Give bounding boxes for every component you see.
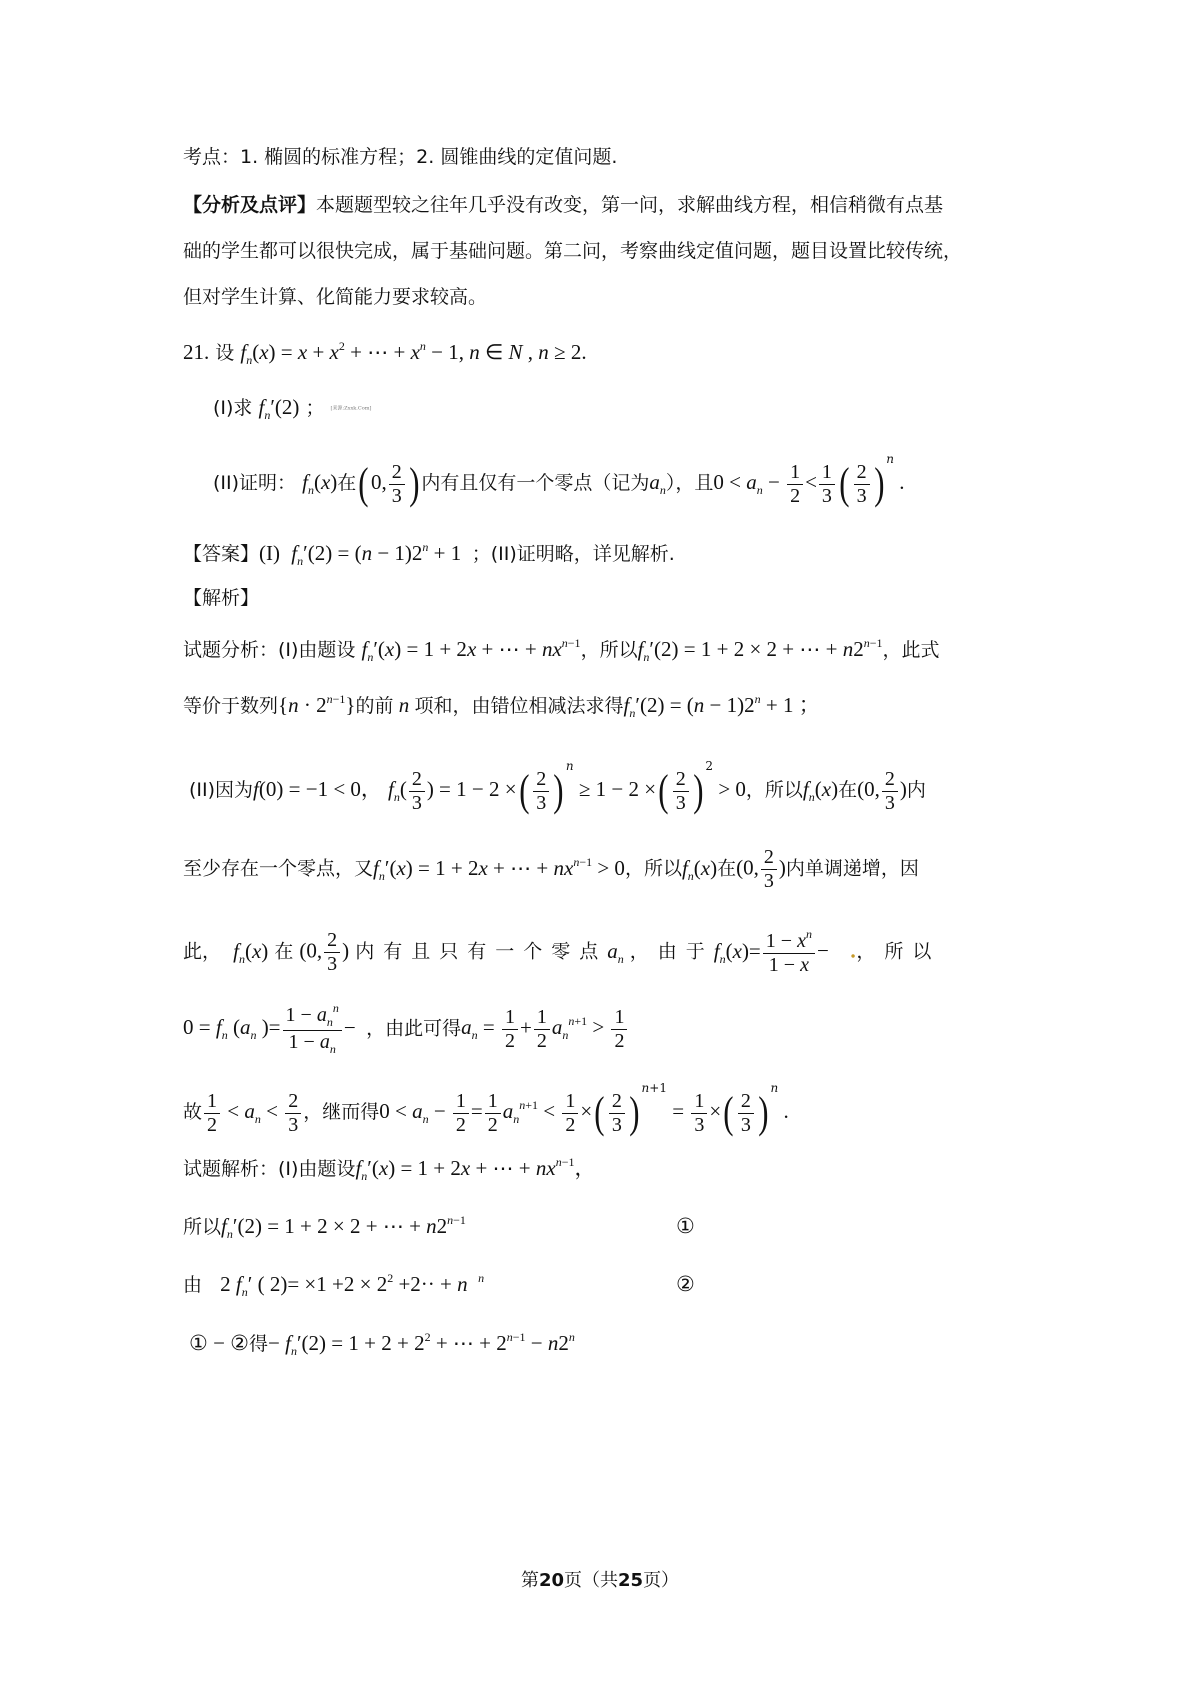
paren-left: (	[358, 459, 369, 508]
paren-e2: )	[629, 1088, 640, 1137]
analysis-fnx2: $f_n(x)$	[681, 855, 718, 883]
analysis-fnx4: $f_n(x)=$	[713, 938, 761, 966]
problem-formula: $f_n(x) = x + x^2$ + ⋯ + $x^n - 1$, n ∈ N , n ≥ 2.	[240, 339, 587, 367]
analysis-times: ×	[580, 1099, 593, 1123]
part2-ineq: $0 < a_n$ −	[713, 470, 786, 497]
analysis-5d: ，由于	[629, 940, 714, 963]
frac-e8: $\frac{2}{3}$	[738, 1090, 754, 1137]
detail-line-1	[183, 1156, 596, 1182]
analysis-fnx3: $f_n(x)$	[233, 938, 269, 966]
detail-line-2	[183, 1214, 466, 1240]
analysis-7b: ，继而得	[303, 1101, 380, 1123]
power-n: n	[886, 452, 894, 466]
analysis-f0: f(0) = −1 < 0，	[253, 777, 382, 801]
analysis-fn-23: $f_n$(	[387, 777, 407, 804]
analysis-line-2	[183, 693, 820, 719]
footer-page: 20	[538, 1570, 564, 1591]
analysis-5e: ，所以	[856, 940, 941, 963]
frac-c2: $\frac{1 - x^n}{1 - x}$	[763, 928, 815, 977]
analysis-3b: ，所以	[745, 779, 803, 801]
fenxi-line-1	[183, 196, 943, 215]
kaodian-line	[183, 148, 617, 167]
analysis-7a: 故	[183, 1101, 203, 1123]
footer-total: 25	[618, 1570, 644, 1591]
analysis-zero-eq: $0 = f_n$ ($a_n$ )=	[183, 1015, 281, 1043]
analysis-eq3: =	[666, 1099, 690, 1123]
circle-2: ②	[676, 1272, 695, 1296]
analysis-eq2: =	[470, 1099, 483, 1123]
frac-e4: $\frac{1}{2}$	[485, 1090, 501, 1137]
analysis-4d: 内单调递增，因	[785, 857, 919, 880]
part2-mid: 在	[337, 472, 357, 494]
analysis-int2: (0,	[736, 855, 759, 880]
frac-d4: $\frac{1}{2}$	[611, 1006, 627, 1053]
part2-an: $a_n$	[649, 470, 666, 497]
fenxi-line-2	[183, 242, 962, 261]
paren-right: )	[408, 459, 420, 508]
fraction-1-2: $\frac{1}{2}$	[787, 461, 803, 508]
analysis-minus2: −	[343, 1015, 367, 1040]
analysis-4a: 至少存在一个零点，又	[183, 857, 374, 880]
lt-sign: <	[805, 470, 817, 494]
part1-formula: $f_n'(2)$	[258, 395, 300, 422]
frac-d2: $\frac{1}{2}$	[502, 1006, 518, 1053]
detail-eq2: 2 $f_n'$ ( $2)= \times 1 +2 \times 2^2 +2\cdot\cdot + n$ $^n$	[220, 1271, 485, 1299]
paren-a1: (	[518, 766, 530, 815]
paren-a3: (	[658, 766, 669, 815]
paren-e3: (	[723, 1088, 734, 1137]
analysis-period: .	[778, 1099, 789, 1123]
paren-a4: )	[692, 766, 704, 815]
analysis-minus: −	[816, 938, 850, 963]
fraction-1-3: $\frac{1}{3}$	[819, 461, 835, 508]
analysis-times2: ×	[709, 1099, 722, 1123]
frac-a2: $\frac{2}{3}$	[533, 768, 549, 815]
analysis-3a: (II)因为	[189, 779, 254, 801]
problem-part2	[213, 453, 904, 508]
answer-formula: $f_n'(2) = (n - 1)2^n + 1$	[291, 540, 472, 568]
page-footer	[0, 1566, 1200, 1592]
fraction-2-3b: $\frac{2}{3}$	[854, 461, 870, 508]
analysis-int: (0,	[857, 777, 880, 801]
analysis-line-1	[183, 637, 940, 663]
analysis-4b: ，所以	[624, 857, 682, 880]
frac-e7: $\frac{1}{3}$	[691, 1090, 707, 1137]
footer-prefix: 第	[520, 1570, 539, 1591]
analysis-plus: +	[520, 1015, 532, 1040]
answer-part1-label: (I)	[259, 541, 280, 565]
frac-d3: $\frac{1}{2}$	[534, 1006, 550, 1053]
detail-3: 由	[183, 1274, 203, 1296]
footer-mid: 页（共	[564, 1570, 618, 1591]
analysis-gt0: > 0	[713, 777, 746, 801]
answer-line	[183, 541, 675, 567]
analysis-2c: 项和，由错位相减法求得	[414, 695, 624, 717]
analysis-5b: 在	[274, 940, 294, 963]
detail-eq1: $f_n'(2) = 1 + 2 \times 2$ + ⋯ + $n2^{n-1}$	[221, 1213, 466, 1241]
footer-suffix: 页）	[643, 1570, 680, 1591]
analysis-an2: $a_n$ =	[461, 1015, 501, 1043]
detail-circ-b: ②	[230, 1331, 249, 1355]
analysis-an-power2: $a_n^{n+1}$ <	[502, 1098, 561, 1126]
analysis-chain: $0 < a_n$ −	[379, 1099, 451, 1126]
analysis-deriv-pos: $f_n'(x) = 1 + 2x$ + ⋯ + $nx^{n-1} > 0$	[373, 854, 625, 883]
frac-e2: $\frac{2}{3}$	[285, 1090, 301, 1137]
frac-c1: $\frac{2}{3}$	[324, 929, 340, 976]
frac-d1: $\frac{1 - a_n^n}{1 - a_n}$	[283, 1002, 342, 1057]
analysis-n: n	[393, 693, 415, 717]
power-n1: n+1	[641, 1081, 667, 1095]
analysis-1c: ，此式	[882, 639, 940, 661]
analysis-an: $a_n$	[607, 938, 624, 966]
analysis-value: $f_n'(2) = 1 + 2 \times 2$ + ⋯ + $n2^{n-1}$	[637, 636, 883, 664]
watermark: [来源:Zxxk.Com]	[330, 405, 372, 412]
period: .	[893, 470, 905, 494]
problem-number: 21.	[183, 340, 210, 364]
frac-e3: $\frac{1}{2}$	[453, 1090, 469, 1137]
analysis-2b: 的前	[355, 695, 394, 717]
analysis-4c: 在	[717, 857, 737, 880]
paren-left-2: (	[839, 459, 850, 508]
fenxi-text-2: 础的学生都可以很快完成，属于基础问题。第二问，考察曲线定值问题，题目设置比较传统，	[183, 240, 963, 262]
paren-a2: )	[553, 766, 564, 815]
dot-mark: .	[849, 940, 857, 963]
analysis-derivative: $f_n'(x) = 1 + 2x$ + ⋯ + $nx^{n-1}$	[361, 636, 581, 664]
fenxi-tag: 【分析及点评】	[183, 194, 317, 216]
analysis-line-7	[183, 1082, 789, 1137]
kaodian-text: 考点：1. 椭圆的标准方程；2. 圆锥曲线的定值问题.	[183, 146, 618, 168]
fraction-2-3: $\frac{2}{3}$	[389, 461, 405, 508]
frac-a4: $\frac{2}{3}$	[882, 768, 898, 815]
part2-fn: $f_n(x)$	[302, 470, 338, 497]
analysis-bound: < $a_n$ <	[222, 1099, 284, 1126]
frac-e5: $\frac{1}{2}$	[562, 1090, 578, 1137]
paren-e1: (	[594, 1088, 605, 1137]
analysis-1a: 试题分析：(I)由题设	[183, 639, 356, 661]
part2-text2: ），且	[665, 472, 714, 494]
paren-e4: )	[758, 1088, 769, 1137]
fenxi-text-3: 但对学生计算、化简能力要求较高。	[183, 286, 488, 308]
power-2: 2	[705, 759, 714, 773]
analysis-fnx: $f_n(x)$	[802, 777, 839, 804]
part2-label: (II)证明：	[213, 472, 297, 494]
analysis-1b: ，所以	[580, 639, 638, 661]
problem-she: 设	[215, 342, 235, 364]
fenxi-line-3	[183, 288, 487, 307]
paren-right-2: )	[873, 459, 885, 508]
analysis-5a: 此，	[183, 940, 222, 963]
detail-deriv: $f_n'(x) = 1 + 2x$ + ⋯ + $nx^{n-1}$，	[355, 1155, 596, 1183]
power-a: n	[565, 759, 574, 773]
detail-eq3: − $f_n'(2) = 1 + 2 + 2^2$ + ⋯ + $2^{n-1} - n2^n$	[268, 1330, 575, 1358]
part2-text: 内有且仅有一个零点（记为	[421, 472, 650, 494]
detail-4: 得	[249, 1333, 269, 1355]
jiexi-tag-text: 【解析】	[183, 587, 260, 609]
frac-a3: $\frac{2}{3}$	[673, 768, 689, 815]
frac-b1: $\frac{2}{3}$	[761, 846, 777, 893]
analysis-line-6	[183, 1002, 629, 1057]
power-n2: n	[770, 1081, 779, 1095]
analysis-int2-close: )	[778, 855, 786, 880]
detail-line-4	[189, 1331, 575, 1357]
analysis-int3-close: )	[342, 938, 350, 963]
analysis-result: $f_n'(2) = (n - 1)2^n + 1$ ；	[623, 692, 820, 720]
problem-part1	[213, 397, 371, 421]
analysis-2a: 等价于数列	[183, 695, 279, 717]
detail-line-3	[183, 1272, 484, 1298]
analysis-an-power: $a_n^{n+1}$ >	[551, 1014, 610, 1043]
analysis-6a: ，由此可得	[366, 1017, 462, 1040]
circle-1: ①	[676, 1214, 695, 1238]
interval-zero: 0,	[370, 470, 387, 494]
detail-2: 所以	[183, 1216, 222, 1238]
analysis-3c: 在	[838, 779, 858, 801]
detail-circ-a: ①	[189, 1331, 208, 1355]
detail-1: 试题解析：(I)由题设	[183, 1158, 356, 1180]
analysis-sequence: $\{n \cdot 2^{n-1}\}$	[278, 692, 356, 717]
analysis-int3: (0,	[299, 938, 323, 963]
answer-tag: 【答案】	[183, 543, 260, 565]
analysis-3d: 内	[906, 779, 926, 801]
problem-statement	[183, 340, 587, 366]
analysis-int-close: )	[899, 777, 907, 801]
part1-tail: ；	[305, 397, 325, 419]
frac-a1: $\frac{2}{3}$	[409, 768, 425, 815]
analysis-eq1: ) = 1 − 2 ×	[426, 777, 517, 801]
part1-label: (I)求	[213, 397, 253, 419]
analysis-line-3	[189, 760, 926, 815]
frac-e6: $\frac{2}{3}$	[609, 1090, 625, 1137]
analysis-line-4	[183, 846, 919, 893]
answer-part2: ；(II)证明略，详见解析.	[471, 543, 675, 565]
jiexi-tag	[183, 589, 259, 608]
analysis-5c: 内有且只有一个零点	[355, 940, 608, 963]
analysis-line-5	[183, 928, 940, 977]
analysis-geq: ≥ 1 − 2 ×	[573, 777, 657, 801]
detail-circ-minus: ① − ②	[189, 1331, 249, 1355]
fenxi-text-1: 本题题型较之往年几乎没有改变，第一问，求解曲线方程，相信稍微有点基	[316, 194, 944, 216]
frac-e1: $\frac{1}{2}$	[204, 1090, 220, 1137]
